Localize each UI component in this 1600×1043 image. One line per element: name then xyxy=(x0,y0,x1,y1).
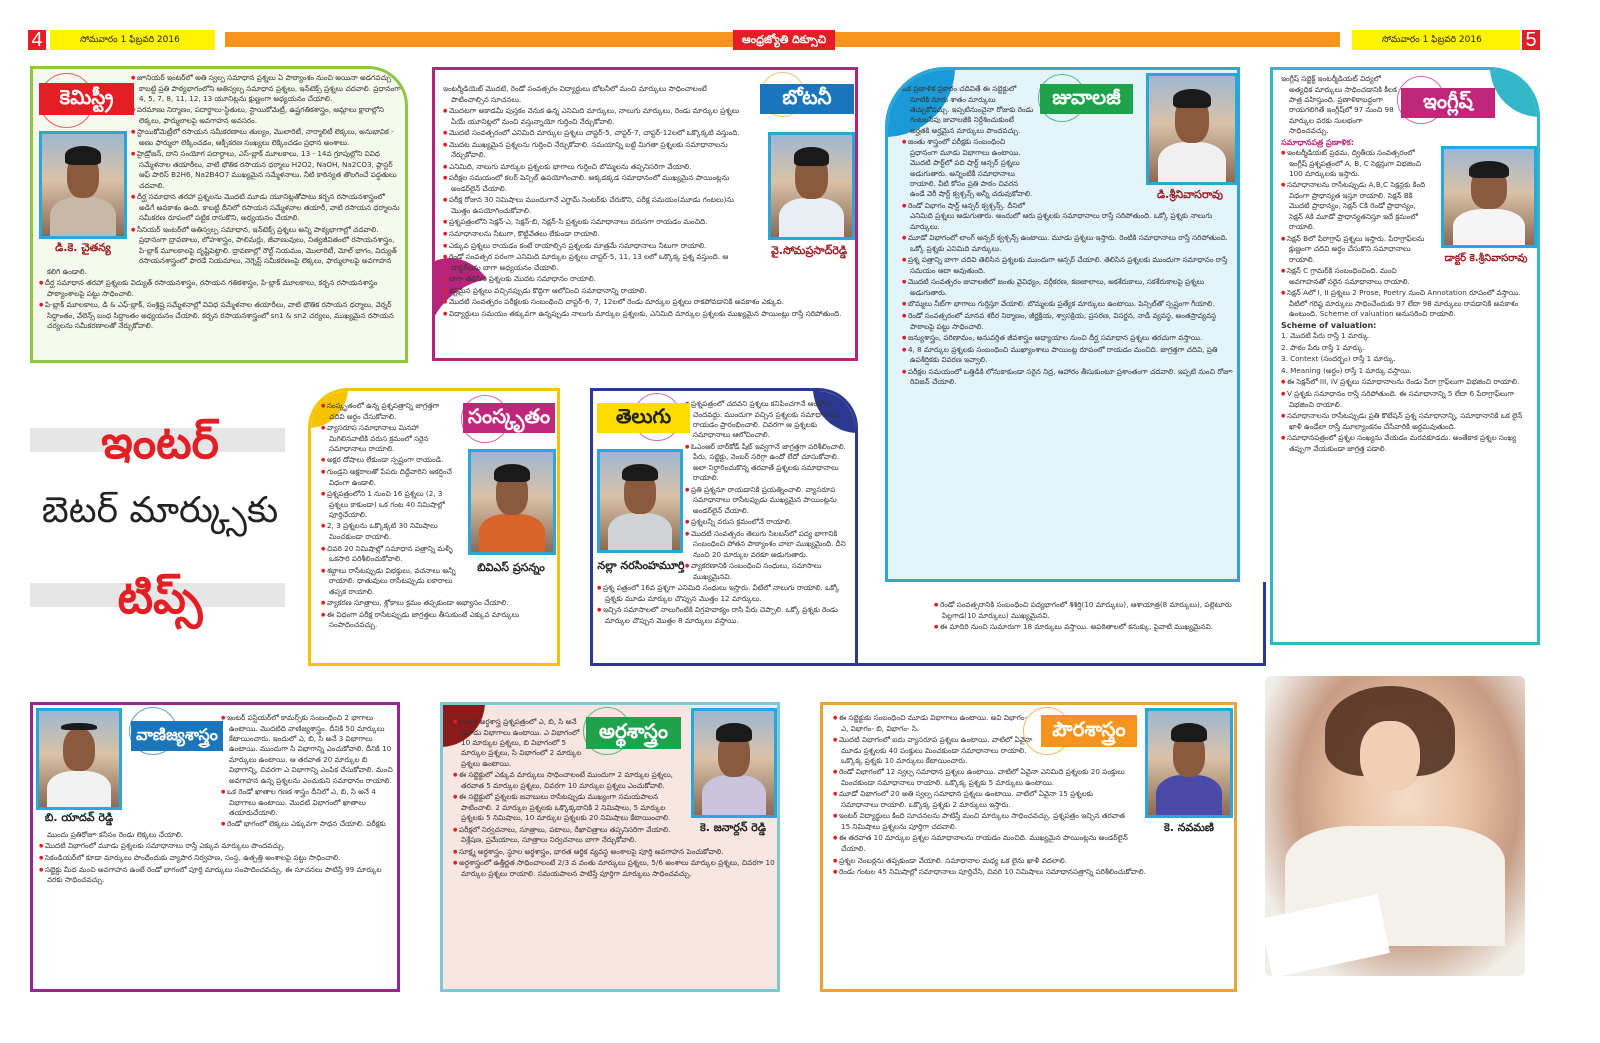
economics-title: అర్థశాస్త్రం xyxy=(586,717,681,749)
bullet-point: ● మొదటి సంవత్సరం తెలుగు సిలబస్‌లో పద్య భాగానికి సంబంధించి పోతన పాఠ్యాంశం చాలా ముఖ్యమైంది. దీని నుంచి 20 మార్కుల వరకూ అడుగుతారు. xyxy=(597,529,853,560)
bullet-point: ● మొదటి సంవత్సరం పరీక్షలకు సంబంధించి చాప్టర్-6, 7, 12లలో రెండు మార్కుల ప్రశ్నలు రాకపోవడానికి అవకాశం ఎక్కువ. xyxy=(443,297,853,308)
bullet-point: ● ప్రశ్నల నెంబర్లను తప్పకుండా వేయాలి. సమాధానాల మధ్య ఒక లైను ఖాళీ వదలాలి. xyxy=(833,856,1233,867)
bullet-point: ● విద్యార్థులు సమయం తక్కువగా ఉన్నప్పుడు నాలుగు మార్కుల ప్రశ్నలకు, ఎనిమిది మార్కుల ప్రశ్నలకు ముఖ్యమైన పాయింట్లు రాస్తే సరిపోతుంది. xyxy=(443,309,853,320)
masthead: ఆంధ్రజ్యోతి దిక్సూచి xyxy=(733,30,835,50)
page-number-left: 4 xyxy=(28,30,46,50)
bullet-point: ● ప్రశ్నపత్రంలోని 1 నుంచి 16 ప్రశ్నలు (2, 3 ప్రశ్నలు కాకుండా) ఒక గంట 40 నిమిషాల్లో పూర్తిచేయాలి. xyxy=(321,489,557,520)
zoology-title: జువాలజీ xyxy=(1040,84,1133,114)
botany-title: బోటనీ xyxy=(760,84,854,114)
bullet-point: ● ఇంటర్ అర్థశాస్త్ర ప్రశ్నపత్రంలో ఎ, బి, సి అనే మూడు విభాగాలు ఉంటాయి. ఎ విభాగంలో 10 మార్కుల ప్రశ్నలు, బి విభాగంలో 5 మార్కుల ప్రశ్నలు, సి విభాగంలో 2 మార్కుల ప్రశ్నలు ఉంటాయి. xyxy=(453,717,777,769)
bullet-point: ● ఈ తరవాత 10 మార్కుల ప్రశ్నల సమాధానాలను రాయడం మంచిది. ముఖ్యమైన పాయింట్లను అండర్‌లైన్ చేయాలి. xyxy=(833,833,1233,854)
telugu-article xyxy=(590,388,858,666)
bullet-point: ● దీర్ఘ సమాధాన తరహా ప్రశ్నలను మొదటి మూడు యూనిట్లతోపాటు కర్బన రసాయనశాస్త్రంలో అడిగే అవకాశం ఉంది. కాబట్టి దీనిలో రసాయన సమ్మేళనాల తయారీ, వాటి రసాయన ధర్మాలను సమీకరణ రూపంలో పట్టిక రాసుకొని, అధ్యయనం చేయాలి. xyxy=(39,192,401,223)
intro-text: ఇంటర్మీడియెట్ మొదటి, రెండో సంవత్సరం విద్యార్థులు బోటనీలో మంచి మార్కులు సాధించాలంటే పాటించాల్సిన సూచనలు. xyxy=(443,84,707,104)
bullet-point: ● జంతు శాస్త్రంలో పరీక్షకు సంబంధించి ప్రధానంగా మూడు విభాగాలు ఉంటాయి. మొదటి పార్ట్‌లో పది షార్ట్ ఆన్సర్ ప్రశ్నలు అడుగుతారు. అన్నింటికీ సమాధానాలు రాయాలి. వీటి కోసం ప్రతి పాఠం చివరన ఉండే వెరీ షార్ట్ క్వశ్చన్స్ అన్నీ చదువుకోవాలి. xyxy=(902,137,1236,200)
bullet-point: ● గుండ్రని అక్షరాలతో పేపరు దిద్దేవారిని ఆకర్షించే విధంగా ఉండాలి. xyxy=(321,467,557,488)
bullet-point: ● ఇచ్చిన సమాసాలలో నాలుగింటికి విగ్రహవాక్యం రాసి పేరు చెప్పాలి. ఒక్కో ప్రశ్నకు రెండు మార్కుల చొప్పున మొత్తం 8 మార్కులు వస్తాయి. xyxy=(597,605,853,626)
bullet-point: ● ఈ విధంగా పరీక్ష రాసేటప్పుడు జాగ్రత్తలు తీసుకుంటే ఎక్కువ మార్కులు సంపాదించవచ్చు. xyxy=(321,610,557,631)
civics-author-name: కె. నవమణి xyxy=(1163,821,1215,834)
english-body-2 xyxy=(1281,321,1537,455)
bullet-point: ● పరీక్షల సమయంలో కలర్ పెన్సిల్ ఉపయోగించాలి. అక్కడక్కడ సమాధానంలో ముఖ్యమైన పాయింట్లను అండర్‌లైన్ చేయాలి. xyxy=(443,173,853,194)
civics-title: పౌరశాస్త్రం xyxy=(1041,715,1137,747)
page-number-right: 5 xyxy=(1522,30,1540,50)
bullet-point: ● రెండు గంటల 45 నిమిషాల్లో సమాధానాలు పూర్తిచేసి, చివరి 10 నిమిషాలు సమాధానపత్రాన్ని పరిశీలించుకోవాలి. xyxy=(833,867,1233,878)
bullet-point: ● ప్రశ్నలన్నీ వరుస క్రమంలోనే రాయాలి. xyxy=(597,517,853,528)
bullet-point: ● మూడో విభాగంలో లాంగ్ ఆన్సర్ క్వశ్చన్స్ ఉంటాయి. మూడు ప్రశ్నలు ఇస్తారు. రెంటికి సమాధానాలు రాస్తే సరిపోతుంది. ఒక్కో ప్రశ్నకు ఎనిమిది మార్కులు. xyxy=(902,233,1236,254)
sanskrit-article xyxy=(308,388,560,666)
telugu-extra-body xyxy=(934,600,1254,634)
botany-article xyxy=(432,67,858,361)
bullet-point: ● ఎక్కువ ప్రశ్నలు రాయడం కంటే రాయాల్సిన ప్రశ్నలకు మాత్రమే సమాధానాలు నీటుగా రాయాలి. xyxy=(443,241,853,252)
bullet-point: ● ఓఎంఆర్ బార్‌కోడ్ షీట్ ఇవ్వగానే జాగ్రత్తగా పరిశీలించాలి. పేరు, సబ్జెక్టు, నెంబర్ సరిగ్గా ఉందో లేదో చూసుకోవాలి. అలా నిర్ధారించుకొన్న తరవాతే ప్రశ్నలకు సమాధానాలు రాయాలి. xyxy=(597,442,853,484)
bullet-point: ● సమాధానాలను నీటుగా, కొట్టివేతలు లేకుండా రాయాలి. xyxy=(443,229,853,240)
telugu-author-name: నల్లా నరసింహమూర్తి xyxy=(597,559,685,572)
english-intro-text: ఇంగ్లీష్ సబ్జెక్ట్ ఇంటర్మీడియట్ విద్యలో అత్యధిక మార్కులు సాధించడానికి కీలక పాత్ర వహిస్తుంది. ప్రణాళికాబద్ధంగా రాయగలిగితే ఇంగ్లీష్‌లో 97 నుంచి 98 మార్కుల వరకు సులభంగా సాధించవచ్చు. xyxy=(1281,74,1397,136)
telugu-author-photo xyxy=(597,449,683,553)
bullet-point: ● రెండో సంవత్సరానికి సంబంధించి పద్యభాగంలో శిశిర్షి(10 మార్కులు), ఆశాయాత్ర(8 మార్కులు), పల్లెటూరు పిల్లగాడ(10 మార్కులు) ముఖ్యమైనవి. xyxy=(934,600,1254,621)
bullet-point: ● ఈ మాదిరి నుంచి సుమారుగా 18 మార్కులు వస్తాయి. అపఠితాలలో కనుక్కు, పైవాటి ముఖ్యమైనవి. xyxy=(934,622,1254,633)
bullet-point: ● బొమ్మలు నీట్‌గా భాగాలు గుర్తిస్తూ వేయాలి. బొమ్మలకు ప్రత్యేక మార్కులు ఉంటాయి. పెన్సిల్‌తో స్పష్టంగా గీయాలి. xyxy=(902,299,1236,310)
bullet-point: ● ప్రశ్న పత్రాన్ని బాగా చదివి తెలిసిన ప్రశ్నలకు ముందుగా ఆన్సర్ చేయాలి. తెలిసిన ప్రశ్నలకు ముందుగా సమాధానం రాస్తే సమయం ఆదా అవుతుంది. xyxy=(902,255,1236,276)
bullet-point: ● ఇంటర్ పస్టియర్‌లో కామర్స్‌కు సంబంధించి 2 భాగాలు ఉంటాయి. మొదటిది వాణిజ్యశాస్త్రం. దీనికి 50 మార్కులు కేటాయించారు. ఇందులో ఎ, బి, సి అనే 3 విభాగాలు ఉంటాయి. ముందుగా సి విభాగాన్ని ఎంచుకోవాలి. దీనికి 10 మార్కులు ఉంటాయి. ఆ తరవాత 20 మార్కుల బి విభాగాన్ని, చివరగా ఎ విభాగాన్ని ఎంపిక చేసుకోవాలి. మంచి అవగాహన ఉన్న ప్రశ్నలను ఎంచుకుని సమాధానం రాయాలి. xyxy=(39,713,395,786)
sanskrit-author-name: బివిఎస్ ప్రసన్నం xyxy=(477,561,545,574)
bullet-point: ● కష్టమైన ప్రశ్నలు వచ్చినప్పుడు కొద్దిగా ఆలోచించి సమాధానాన్ని రాయాలి. xyxy=(443,286,853,297)
bullet-point: ● ఈ సబ్జెక్టులో ఎక్కువ మార్కులు సాధించాలంటే ముందుగా 2 మార్కుల ప్రశ్నలు, తరవాత 5 మార్కుల ప్రశ్నలు, చివరగా 10 మార్కుల ప్రశ్నలు ఎంచుకోవాలి. xyxy=(453,770,777,791)
bullet-point: ● పరమాణు నిర్మాణం, పదార్థాలు-స్థితులు, స్టాయికోమెట్రీ, ఉష్ణగతికశాస్త్రం, ఆమ్లాలు క్షారాల్లోని లెక్కలు, ఫార్ములాలపై అవగాహన అవసరం. xyxy=(39,105,401,126)
botany-author-name: వై.సోమప్రసాద్‌రెడ్డి xyxy=(770,244,848,257)
bullet-point: ● V ప్రశ్నకు సమాధానం రాస్తే సరిపోతుంది. ఈ సమాధానాన్ని 5 లేదా 6 పేరాగ్రాఫ్‌లుగా విభజించి రాయాలి. xyxy=(1281,389,1537,410)
bullet-point: ● పి-బ్లాక్ మూలకాలు, డి & ఎఫ్-బ్లాక్, సంశ్లిష్ట సమ్మేళనాల్లో వివిధ సమ్మేళనాల తయారీలు, వాటి భౌతిక రసాయన ధర్మాలు, వెర్నర్ సిద్ధాంతం, వేలెన్స్ బంధ సిద్ధాంతం అధ్యయనం చేయాలి. కర్బన రసాయనశాస్త్రంలో sn1 & sn2 చర్యలు, ముఖ్యమైన రసాయన చర్యలను సమీకరణాలతో నేర్చుకోవాలి. xyxy=(39,300,401,331)
bullet-point: ● జన్యుశాస్త్రం, పరిణామం, అనువర్తిత జీవశాస్త్రం అధ్యాయాల నుంచి దీర్ఘ సమాధాన ప్రశ్నలు తరచుగా వస్తాయి. xyxy=(902,333,1236,344)
bullet-point: ● ఒక రెండో ఖాతాల గణక శాస్త్రం దీనిలో ఎ, బి, సి అనే 4 విభాగాలు ఉంటాయి. మొదటి విభాగంలో ఖాతాలు తయారుచేయాలి. xyxy=(39,787,395,818)
botany-author-photo xyxy=(768,132,855,240)
bullet-point: ● ఈ సెక్షన్‌లో III, IV ప్రశ్నలు సమాధానాలను రెండు పేరా గ్రాఫ్‌లుగా విభజించి రాయాలి. xyxy=(1281,377,1537,388)
bullet-point: ● సెకండియర్‌లో కూడా మార్కులు పొందేందుకు వ్యాపార నిర్వహణ, సంస్థ, ఉత్పత్తి అంశాలపై పట్టు సాధించాలి. xyxy=(39,853,395,864)
date-left: సోమవారం 1 ఫిబ్రవరి 2016 xyxy=(50,30,215,50)
english-article xyxy=(1270,67,1540,645)
bullet-point: ● ప్రశ్నపత్రంలోని సెక్షన్-ఎ, సెక్షన్-బి, సెక్షన్-సి ప్రశ్నలకు సమాధానాలు వరుసగా రాయడం మంచిది. xyxy=(443,217,853,228)
scheme-item: 3. Context (సందర్భం) రాస్తే 1 మార్కు. xyxy=(1281,354,1396,364)
commerce-author-photo xyxy=(36,708,122,810)
bullet-point: ● మొదటి సంవత్సరంలో ఎనిమిది మార్కుల ప్రశ్నలు చాప్టర్-5, చాప్టర్-7, చాప్టర్-12లలో ఒక్కొక్కటి వస్తుంది. xyxy=(443,128,853,139)
telugu-title: తెలుగు xyxy=(597,403,690,433)
bullet-point: ● స్టాయికోమెట్రీలో రసాయన సమీకరణాలు తుల్యం, మొలారిటీ, నార్మాలిటీ లెక్కలు, అనుభావిక - అణు ఫార్ములా లెక్కించడం, ఆక్సీకరణ సంఖ్యలు లెక్కించడం ప్రధాన అంశాలు. xyxy=(39,127,401,148)
bullet-point: ● ఈ సబ్జెక్టులో ప్రశ్నలకు జవాబులు రాసేటప్పుడు ముఖ్యంగా సమయపాలన పాటించాలి. 2 మార్కుల ప్రశ్నలకు ఒక్కొక్కదానికి 2 నిమిషాలు, 5 మార్కుల ప్రశ్నలకు 5 నిమిషాలు, 10 మార్కుల ప్రశ్నలకు 20 నిమిషాలు కేటాయించాలి. xyxy=(453,792,777,823)
bullet-point: ● సమాధానాలను రాసేటప్పుడు ప్రతి కొటేషన్ ప్రశ్న సమాధానాన్ని, సమాధానానికి ఒక లైన్ ఖాళీ ఉండేలా రాస్తే మూల్యాంకనం చేసేవారికి అర్థమవుతుంది. xyxy=(1281,411,1537,432)
economics-article xyxy=(440,702,780,992)
chemistry-title: కెమిస్ట్రీ xyxy=(39,83,134,115)
date-right: సోమవారం 1 ఫిబ్రవరి 2016 xyxy=(1352,30,1520,50)
bullet-point: ● ప్రశ్నపత్రంలో చదవని ప్రశ్నలు కనిపించగానే ఆందోళన చెందవద్దు. ముందుగా వచ్చిన ప్రశ్నలకు సమాధానాలు రాయడం ప్రారంభించాలి. చివరగా ఆ ప్రశ్నలకు సమాధానాలు ఆలోచించాలి. xyxy=(597,399,853,441)
intro-text: ఒక ప్రణాళిక ప్రకారం చదివితే ఈ సబ్జెక్టులో నూటికి నూరు శాతం మార్కులు తెచ్చుకోవచ్చు. ఇప్పటినుంచైనా రోజుకు రెండు గంటలసేపు జువాలజీకి నిర్దేశించుకుంటే అర్హతకి అర్హమైన మార్కులు పొందవచ్చు. xyxy=(902,84,1034,135)
bullet-point: ● పరీక్షల సమయంలో ఒత్తిడికి లోనుకాకుండా సరైన నిద్ర, ఆహారం తీసుకుంటూ ప్రశాంతంగా చదవాలి. ఇప్పటి నుంచి రోజూ రివిజన్ చేయాలి. xyxy=(902,367,1236,388)
bullet-point: ● అర్థశాస్త్రంలో ఉత్తీర్ణత సాధించాలంటే 2/3 వ వంతు మార్కులు ప్రశ్నలు, 5/6 అంశాలు మార్కుల ప్రశ్నలు, చివరగా 10 మార్కుల ప్రశ్నలు రాయాలి. సమయపాలన పాటిస్తే పూర్తిగా మార్కులు సాధించవచ్చు. xyxy=(453,858,777,879)
economics-author-photo xyxy=(691,708,777,818)
commerce-article xyxy=(30,702,400,992)
bullet-point: ● సబ్జెక్టు మీద మంచి అవగాహన ఉంటే రెండో భాగంలో పూర్తి మార్కులు సంపాదించవచ్చు. ఈ సూచనలు పాటిస్తే 99 మార్కుల వరకు సాధించవచ్చు. xyxy=(39,865,395,886)
bullet-point: ● రెండో సంవత్సరంలో మానవ శరీర నిర్మాణం, జీర్ణక్రియ, శ్వాసక్రియ, ప్రసరణ, విసర్జన, నాడీ వ్యవస్థ, అంతస్రావ్యవస్థ పాఠాలపై పట్టు సాధించాలి. xyxy=(902,311,1236,332)
bullet-point: ● పరీక్షలో నిర్వచనాలు, సూత్రాలు, పటాలు, రేఖాచిత్రాలు తప్పనిసరిగా వేయాలి. విశ్లేషణ, ప్రమేయాలు, సూత్రాలు నిర్వచనాలు బాగా నేర్చుకోవాలి. xyxy=(453,825,777,846)
english-subhead: సమాధానపత్ర ప్రణాళిక: xyxy=(1281,137,1354,147)
sanskrit-author-photo xyxy=(468,449,556,555)
english-author-photo xyxy=(1441,146,1537,248)
bullet-point: ● సంస్కృతంలో ఉన్న ప్రశ్నపత్రాన్ని జాగ్రత్తగా చదివి అర్థం చేసుకోవాలి. xyxy=(321,401,557,422)
bullet-point: ● సమాధానాలను రాసేటప్పుడు A,B,C సెక్షన్లకు కింది విధంగా ప్రాధాన్యత ఇస్తూ రాయాలి. సెక్షన్ Bకి మొదటి ప్రాధాన్యం, సెక్షన్ Cకి రెండో ప్రాధాన్యం, సెక్షన్ Aకి మూడో ప్రాధాన్యతనిస్తూ ఇదే క్రమంలో రాయాలి. xyxy=(1281,180,1537,232)
zoology-article xyxy=(885,67,1240,582)
chemistry-author-name: డి.కె. చైతన్య xyxy=(55,241,111,254)
bullet-point: ● వ్యాసరూప సమాధానాలు మినహా మిగిలినవాటికి వరుస క్రమంలో సరైన సమాధానాలు రాయాలి. xyxy=(321,423,557,454)
bullet-point: ● ఎనిమిది, నాలుగు మార్కుల ప్రశ్నలకు భాగాలు గుర్తించి బొమ్మలను తప్పనిసరిగా వేయాలి. xyxy=(443,162,853,173)
bullet-point: ● అక్షర దోషాలు లేకుండా స్పష్టంగా రాయండి. xyxy=(321,455,557,466)
scheme-item: 4. Meaning (అర్థం) రాస్తే 1 మార్కు వస్తాయి. xyxy=(1281,366,1412,375)
scheme-title: Scheme of valuation: xyxy=(1281,320,1377,330)
chemistry-article xyxy=(30,66,408,363)
student-photo xyxy=(1265,676,1525,976)
bullet-point: ● ఇంటర్మీడియట్ ప్రథమ, ద్వితీయ సంవత్సరంలో ఇంగ్లీష్ ప్రశ్నపత్రంలో A, B, C సెక్షన్లుగా విభజించి 100 మార్కులకు ఇస్తారు. xyxy=(1281,148,1537,179)
bullet-point: ● మొదటి సంవత్సరం జువాలజీలో జంతు వైవిధ్యం, వర్గీకరణ, కణజాలాలు, అకశేరుకాలు, సకశేరుకాలపై ప్రశ్నలు అడుగుతారు. xyxy=(902,277,1236,298)
bullet-point: ● హైడ్రోజన్, దాని సంయోగ పదార్థాలు, ఎస్-బ్లాక్ మూలకాలు, 13 - 14వ గ్రూపుల్లోని వివిధ సమ్మేళనాల తయారీలు, వాటి భౌతిక రసాయన ధర్మాలు H2O2, NaOH, Na2CO3, ప్లాస్టర్ ఆఫ్ పారిస్ B2H6, Na2B4O7 ముఖ్యమైన సమ్మేళనాలు. నీటి కాఠిన్యత తొలగించే పద్ధతులు చదవాలి. xyxy=(39,149,401,191)
bullet-point: ● జూనియర్ ఇంటర్‌లో అతి స్వల్ప సమాధాన ప్రశ్నలు ఏ పాఠ్యాంశం నుంచి అయినా అడగవచ్చు కాబట్టి ప్రతి పాఠ్యభాగంలోని అతిస్వల్ప సమాధాన ప్రశ్నలు, ఇన్‌టెక్స్ ప్రశ్నలు చదవాలి. ప్రధానంగా 4, 5, 7, 8, 11, 12, 13 యూనిట్లను క్షుణ్ణంగా అధ్యయనం చేయాలి. xyxy=(39,73,401,104)
bullet-point: ● ప్రతి ప్రశ్ననూ రాయడానికి ప్రయత్నించాలి. వ్యాసరూప సమాధానాలు రాసేటప్పుడు ముఖ్యమైన పాయింట్లను అండర్‌లైన్ చేయాలి. xyxy=(597,485,853,516)
headline-line-2: బెటర్ మార్క్సుకు xyxy=(41,490,279,531)
telugu-continuation xyxy=(858,582,1266,666)
bullet-point: ● చివరి 20 నిమిషాల్లో సమాధాన పత్రాన్ని మళ్ళీ ఒకసారి పరిశీలించుకోవాలి. xyxy=(321,544,557,565)
bullet-point: ● 2, 3 ప్రశ్నలను ఒక్కొక్కటి 30 నిమిషాలు మించకుండా రాయాలి. xyxy=(321,521,557,542)
bullet-point: ● రెండో విభాగం షార్ట్ ఆన్సర్ క్వశ్చన్స్. దీనిలో ఎనిమిది ప్రశ్నలు అడుగుతారు. అందులో ఆరు ప్రశ్నలకు సమాధానాలు రాస్తే సరిపోతుంది. ఒక్కో ప్రశ్నకు నాలుగు మార్కులు. xyxy=(902,201,1236,232)
bullet-point: ● మొదటగా అకాడమీ పుస్తకం వెనుక ఉన్న ఎనిమిది మార్కులు, నాలుగు మార్కులు, రెండు మార్కుల ప్రశ్నలు ఏయే యూనిట్లలో నుంచి వస్తున్నాయో గుర్తించి నేర్చుకోవాలి. xyxy=(443,106,853,127)
bullet-point: ● శబ్దాలు రాసేటప్పుడు విభక్తులు, వచనాలు అన్నీ రాయాలి. ధాతువులు రాసేటప్పుడు లకారాలు తప్పక రాయాలి. xyxy=(321,566,557,597)
bullet-point: ● ఇంటర్ విద్యార్థులు కింది సూచనలను పాటిస్తే మంచి మార్కులు సాధించవచ్చు. ప్రశ్నపత్రం ఇచ్చిన తరవాత 15 నిమిషాలు ప్రశ్నలను పూర్తిగా చదవాలి. xyxy=(833,811,1233,832)
commerce-author-name: బి. యాదవ్ రెడ్డి xyxy=(44,811,114,824)
bullet-point: ● ప్రశ్న పత్రంలో 16వ ప్రశ్నగా ఎనిమిది సంధులు ఇస్తారు. వీటిలో నాలుగు రాయాలి. ఒక్కో ప్రశ్నకు మూడు మార్కుల చొప్పున మొత్తం 12 మార్కులు. xyxy=(597,583,853,604)
headline-line-3: టిప్స్ xyxy=(117,570,203,624)
bullet-point: ● వ్యాకరణానికి సంబంధించి సంధులు, సమాసాలు ముఖ్యమైనవి. xyxy=(597,561,853,582)
sanskrit-title: సంస్కృతం xyxy=(463,403,555,433)
bullet-point: ● మూడో విభాగంలో 20 అతి స్వల్ప సమాధాన ప్రశ్నలు ఉంటాయి. వాటిలో ఏవైనా 15 ప్రశ్నలకు సమాధానాలు రాయాలి. ఒక్కొక్క ప్రశ్నకు 2 మార్కులు ఇస్తారు. xyxy=(833,789,1233,810)
bullet-point: ● సెక్షన్ Bలో పేరాగ్రాఫ్ ప్రశ్నలు ఇస్తారు. పేరాగ్రాఫ్‌లను క్షుణ్ణంగా చదివి అర్థం చేసుకొని సమాధానాలు రాయాలి. xyxy=(1281,234,1537,265)
english-author-name: డాక్టర్ కె.శ్రీనివాసరావు xyxy=(1444,253,1528,264)
bullet-point: ● ఈ సబ్జెక్టుకు సంబంధించి మూడు విభాగాలు ఉంటాయి. అవి విభాగం- ఎ, విభాగం- బి, విభాగం- సి. xyxy=(833,713,1233,734)
bullet-point: ● బాగా తెలిసిన ప్రశ్నలకు మొదట సమాధానం రాయాలి. xyxy=(443,274,853,285)
headline-line-1: ఇంటర్ xyxy=(101,415,219,469)
bullet-point: ● సూక్ష్మ అర్థశాస్త్రం, స్థూల అర్థశాస్త్రం, భారత ఆర్థిక వ్యవస్థ అంశాలపై పూర్తి అవగాహన పెంచుకోవాలి. xyxy=(453,847,777,858)
commerce-title: వాణిజ్యశాస్త్రం xyxy=(131,721,223,751)
chemistry-author-photo xyxy=(39,131,127,239)
zoology-author-name: డి.శ్రీనివాసరావు xyxy=(1157,188,1223,201)
bullet-point: ● పరీక్ష రోజున 30 నిమిషాలు ముందుగానే ఎగ్జామ్ సెంటర్‌కు చేరుకొని, పరీక్ష సమయం(మూడు గంటలు)ను మొత్తం ఉపయోగించుకోవాలి. xyxy=(443,195,853,216)
bullet-point: ● సెక్షన్ Aలో I, II ప్రశ్నలు 2 Prose, Poetry నుంచి Annotation రూపంలో వస్తాయి. వీటిలో గరిష్ఠ మార్కులు సాధించేందుకు 97 లేదా 98 మార్కులు రావడానికి అవకాశం ఉంటుంది. Scheme of valuation అనుసరించి రాయాలి. xyxy=(1281,288,1537,319)
bullet-point: ● సమాధానపత్రంలో ప్రశ్నల సంఖ్యను వేయడం మరవకూడదు. అంతేకాక ప్రశ్నల సంఖ్య తప్పుగా వేయకుండా జాగ్రత్త పడాలి. xyxy=(1281,433,1537,454)
bullet-point: ● దీర్ఘ సమాధాన తరహా ప్రశ్నలకు విద్యుత్ రసాయనశాస్త్రం, రసాయన గతికశాస్త్రం, పి-బ్లాక్ మూలకాలు, కర్బన రసాయనశాస్త్రం పాఠ్యాంశాలపై పట్టు సాధించాలి. xyxy=(39,278,401,299)
bullet-point: ● రెండో భాగంలో లెక్కలు ఎక్కువగా సాధన చేయాలి. పరీక్షకు ముందు ప్రతిరోజూ కనీసం రెండు లెక్కలు చేయాలి. xyxy=(39,819,395,840)
bullet-point: ● సీనియర్ ఇంటర్‌లో అతిస్వల్ప సమాధాన, ఇన్‌టెక్స్ ప్రశ్నలు అన్ని పాఠ్యభాగాల్లో చదవాలి. ప్రధానంగా ద్రావణాలు, లోహశాస్త్రం, పాలిమర్లు, జీవాణువులు, నిత్యజీవితంలో రసాయనశాస్త్రం, పి-బ్లాక్ మూలకాలపై దృష్టిపెట్టాలి. ద్రావణాల్లో రౌల్ట్ నియమం, మొలారిటీ, మోల్ భాగం, విద్యుత్ రసాయనశాస్త్రంలో ఫారడే నియమాలు, నెర్నెస్ట్ సమీకరణంపై లెక్కలు, ఫార్ములాలపై అవగాహన కలిగి ఉండాలి. xyxy=(39,225,401,277)
economics-author-name: కె. జనార్దన్ రెడ్డి xyxy=(700,821,766,834)
bullet-point: ● వ్యాకరణ సూత్రాలు, శ్లోకాలు క్రమం తప్పకుండా అభ్యాసం చేయాలి. xyxy=(321,598,557,609)
bullet-point: ● సెక్షన్ C గ్రామర్‌కి సంబంధించింది. మంచి అవగాహనతో సరైన సమాధానాలు రాయాలి. xyxy=(1281,266,1537,287)
civics-article xyxy=(820,702,1237,992)
bullet-point: ● రెండో విభాగంలో 12 స్వల్ప సమాధాన ప్రశ్నలు ఉంటాయి. వాటిలో ఏవైనా ఎనిమిది ప్రశ్నలకు 20 పంక్తులు మించకుండా సమాధానాలు రాయాలి. ఒక్కొక్క ప్రశ్నకు 5 మార్కులు ఉంటాయి. xyxy=(833,767,1233,788)
scheme-item: 1. మొదటి పేరు రాస్తే 1 మార్కు. xyxy=(1281,331,1371,341)
bullet-point: ● మొదట ముఖ్యమైన ప్రశ్నలను గుర్తించి నేర్చుకోవాలి. సమయాన్ని బట్టి మిగతా ప్రశ్నలకు సమాధానాలను నేర్చుకోవాలి. xyxy=(443,140,853,161)
zoology-author-photo xyxy=(1146,73,1238,185)
bullet-point: ● మొదటి విభాగంలో మూడు ప్రశ్నలకు సమాధానాలు రాస్తే ఎక్కువ మార్కులు పొందవచ్చు. xyxy=(39,841,395,852)
english-title: ఇంగ్లీష్ xyxy=(1401,88,1495,118)
civics-author-photo xyxy=(1145,708,1233,818)
scheme-item: 2. పాఠం పేరు రాస్తే 1 మార్కు. xyxy=(1281,342,1365,352)
bullet-point: ● మొదటి విభాగంలో ఐదు వ్యాసరూప ప్రశ్నలు ఉంటాయి. వాటిలో ఏవైనా మూడు ప్రశ్నలకు 40 పంక్తులు మించకుండా సమాధానాలు రాయాలి. ఒక్కొక్క ప్రశ్నకు 10 మార్కులు కేటాయించారు. xyxy=(833,735,1233,766)
bullet-point: ● 4, 8 మార్కుల ప్రశ్నలకు సంబంధించి ముఖ్యాంశాలు పాయింట్ల రూపంలో రాయడం మంచిది. జాగ్రత్తగా చదివి, ప్రతి ఉపశీర్షికకు వివరణ ఇవ్వాలి. xyxy=(902,345,1236,366)
bullet-point: ● రెండో సంవత్సర పరంగా ఎనిమిది మార్కుల ప్రశ్నలు చాప్టర్-5, 11, 13 లలో ఒక్కొక్క ప్రశ్న వస్తుంది. ఆ చాప్టర్‌లను బాగా అధ్యయనం చేయాలి. xyxy=(443,252,853,273)
